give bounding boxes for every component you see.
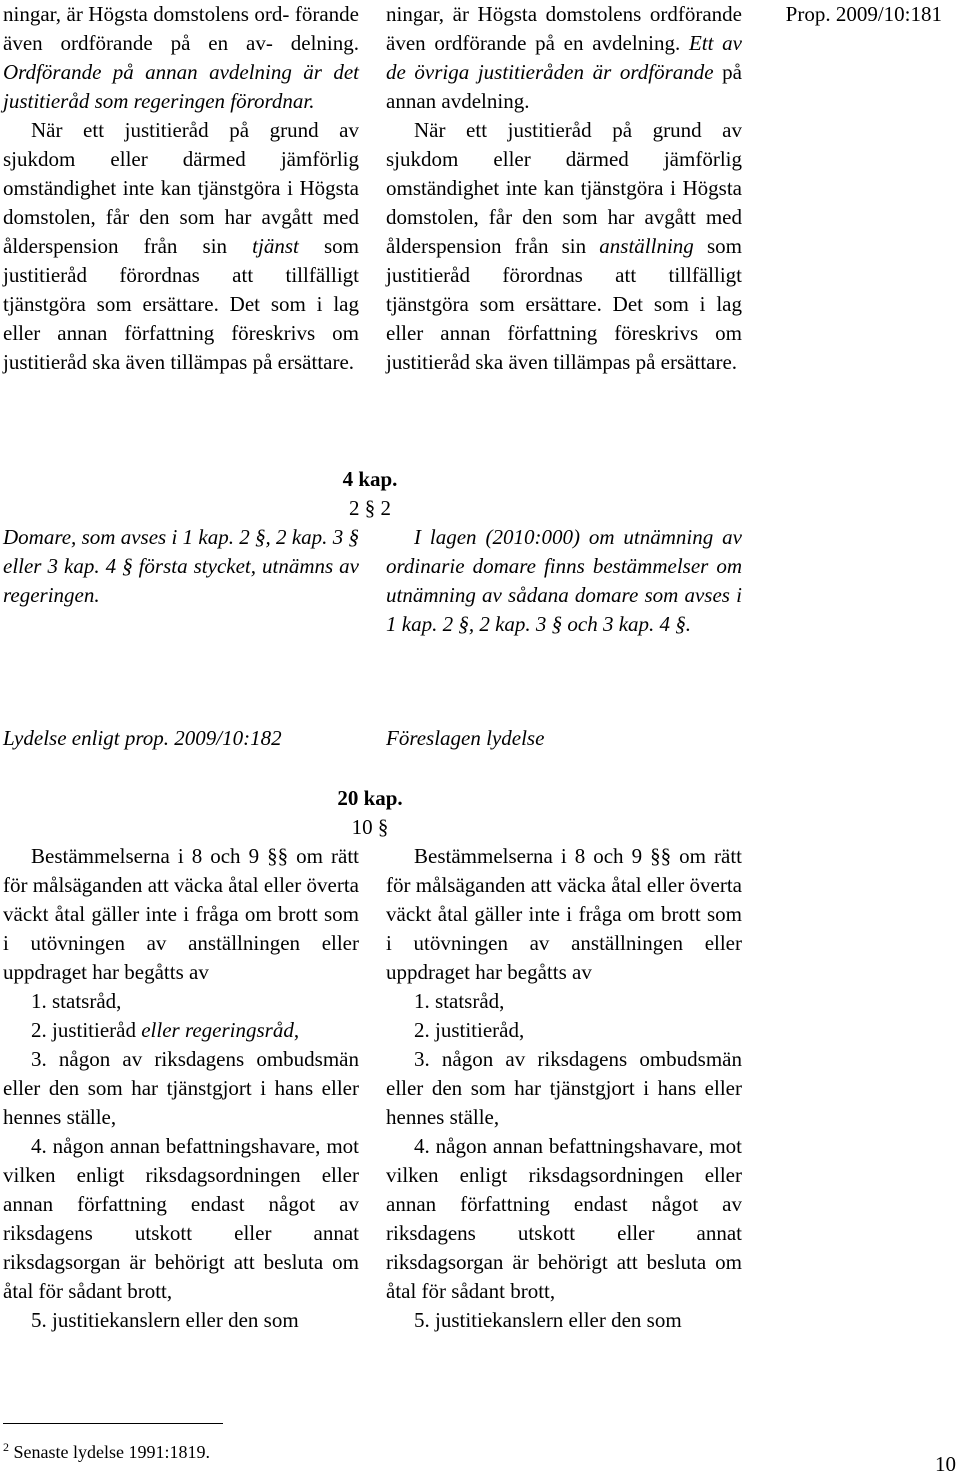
- top-right-paragraph-2: [386, 116, 742, 377]
- top-right-paragraph-1: [386, 0, 742, 116]
- top-right-column: [386, 0, 742, 377]
- top-right-p1-text-b: på annan avdelning.: [386, 60, 742, 113]
- kap20-left-item-2-italic: eller regeringsråd: [141, 1018, 294, 1042]
- kap4-left-text: [3, 523, 359, 610]
- kap20-left-item-4: 4. någon annan befattningshavare, mot vilken enligt riksdagsordningen eller annan författning endast något av riksdagens utskott eller annat riksdagsorgan är behörigt att besluta om åtal för sådant brott,: [3, 1134, 359, 1303]
- chapter-4-section: 2 § 2: [349, 496, 391, 520]
- kap20-right-intro: Bestämmelserna i 8 och 9 §§ om rätt för målsäganden att väcka åtal eller överta väckt åtal gäller inte i fråga om brott som i utövningen av anställningen eller uppdraget har begåtts av: [386, 844, 742, 984]
- kap20-right-item-3: 3. någon av riksdagens ombudsmän eller den som har tjänstgjort i hans eller hennes ställe,: [386, 1047, 742, 1129]
- footnote-divider: [3, 1423, 223, 1424]
- page-number: 10: [935, 1452, 956, 1476]
- kap20-right-item-5: 5. justitiekanslern eller den som: [414, 1308, 682, 1332]
- kap20-right-item-1: 1. statsråd,: [414, 989, 505, 1013]
- top-right-p2-italic: anställning: [599, 234, 694, 258]
- top-left-p1-line2: förande även ordförande på en av-: [3, 2, 359, 55]
- top-left-paragraph-2: [3, 116, 359, 377]
- top-left-p1-line3: delning.: [290, 31, 359, 55]
- top-right-p2-text-b: som justitieråd förordnas att tillfälligt tjänstgöra som ersättare. Det som i lag eller annan författning föreskrivs om justitieråd ska även tillämpas på ersättare.: [386, 234, 742, 374]
- kap20-left-item-1: 1. statsråd,: [31, 989, 122, 1013]
- kap4-right-text: [386, 523, 742, 639]
- chapter-4-heading: 4 kap.: [342, 467, 398, 491]
- kap20-right-column: [386, 842, 742, 1335]
- kap4-right-italic: I lagen (2010:000) om utnämning av ordinarie domare finns bestämmelser om utnämning av sådana domare som avses i 1 kap. 2 §, 2 kap. 3 § och 3 kap. 4 §.: [386, 525, 742, 636]
- top-left-p2-text-a: När ett justitieråd på grund av sjukdom eller därmed jämförlig omständighet inte kan tjänstgöra i Högsta domstolen, får den som har avgått med ålderspension från sin: [3, 118, 359, 258]
- top-left-p2-text-b: som justitieråd förordnas att tillfälligt tjänstgöra som ersättare. Det som i lag eller annan författning föreskrivs om justitieråd ska även tillämpas på ersättare.: [3, 234, 359, 374]
- top-left-p1-italic: Ordförande på annan avdelning är det justitieråd som regeringen förordnar.: [3, 60, 359, 113]
- top-right-p2-text-a: När ett justitieråd på grund av sjukdom eller därmed jämförlig omständighet inte kan tjänstgöra i Högsta domstolen, får den som har avgått med ålderspension från sin: [386, 118, 742, 258]
- kap20-left-item-2-end: ,: [293, 1018, 300, 1042]
- chapter-20-section: 10 §: [351, 815, 389, 839]
- top-left-p2-italic: tjänst: [252, 234, 299, 258]
- kap20-left-item-3: 3. någon av riksdagens ombudsmän eller den som har tjänstgjort i hans eller hennes ställe,: [3, 1047, 359, 1129]
- kap20-right-item-4: 4. någon annan befattningshavare, mot vilken enligt riksdagsordningen eller annan författning endast något av riksdagens utskott eller annat riksdagsorgan är behörigt att besluta om åtal för sådant brott,: [386, 1134, 742, 1303]
- footnote: [3, 1433, 210, 1467]
- top-left-paragraph-1: [3, 0, 359, 116]
- kap20-left-column: [3, 842, 359, 1335]
- footnote-mark: 2: [3, 1440, 9, 1454]
- label-current-wording: Lydelse enligt prop. 2009/10:182: [3, 726, 282, 750]
- top-left-column: [3, 0, 359, 377]
- chapter-20-heading: 20 kap.: [337, 786, 403, 810]
- kap20-left-item-2-text: 2. justitieråd: [31, 1018, 142, 1042]
- footnote-text: Senaste lydelse 1991:1819.: [13, 1442, 210, 1462]
- kap20-left-item-2: [3, 1016, 359, 1045]
- kap20-left-intro: Bestämmelserna i 8 och 9 §§ om rätt för målsäganden att väcka åtal eller överta väckt åtal gäller inte i fråga om brott som i utövningen av anställningen eller uppdraget har begåtts av: [3, 844, 359, 984]
- kap20-left-item-5: 5. justitiekanslern eller den som: [31, 1308, 299, 1332]
- top-right-p1-text-a: ningar, är Högsta domstolens ordförande även ordförande på en avdelning.: [386, 2, 742, 55]
- kap4-left-italic: Domare, som avses i 1 kap. 2 §, 2 kap. 3 § eller 3 kap. 4 § första stycket, utnämns av regeringen.: [3, 525, 359, 607]
- prop-reference: Prop. 2009/10:181: [785, 2, 942, 26]
- top-left-p1-line1: ningar, är Högsta domstolens ord-: [3, 2, 290, 26]
- label-proposed-wording: Föreslagen lydelse: [386, 726, 545, 750]
- kap20-right-item-2: 2. justitieråd,: [414, 1018, 525, 1042]
- top-right-p1-italic: Ett av de övriga justitieråden är ordförande: [386, 31, 742, 84]
